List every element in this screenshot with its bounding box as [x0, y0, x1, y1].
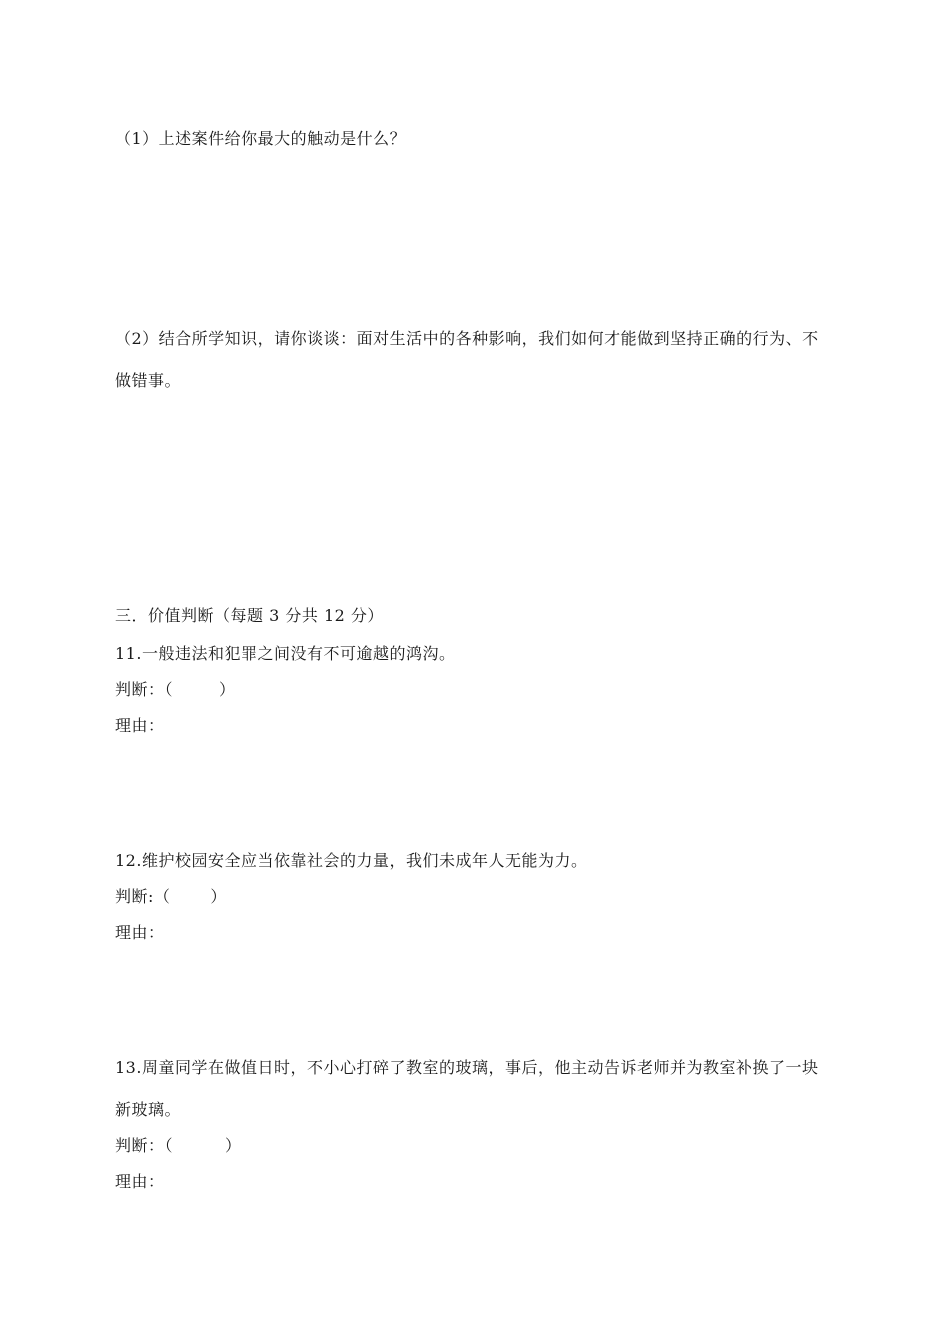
question-2-line-1: （2）结合所学知识，请你谈谈：面对生活中的各种影响，我们如何才能做到坚持正确的行为、不 [115, 329, 819, 348]
question-2-line-2: 做错事。 [115, 371, 182, 390]
judge-close: ） [210, 887, 227, 906]
judge-close: ） [225, 1136, 242, 1155]
item-13-reason-label: 理由： [115, 1172, 165, 1191]
judge-close: ） [219, 680, 236, 699]
judge-label: 判断：（ [115, 680, 174, 699]
item-13-statement-line-1: 13.周童同学在做值日时，不小心打碎了教室的玻璃，事后，他主动告诉老师并为教室补换了一块 [115, 1058, 819, 1077]
item-12-judgement [115, 886, 227, 908]
item-12-statement: 12.维护校园安全应当依靠社会的力量，我们未成年人无能为力。 [115, 851, 588, 870]
item-13-judgement [115, 1135, 242, 1157]
judge-label: 判断：（ [115, 1136, 174, 1155]
question-1: （1）上述案件给你最大的触动是什么？ [115, 129, 407, 148]
item-13-statement-line-2: 新玻璃。 [115, 1100, 182, 1119]
item-11-judgement [115, 679, 236, 701]
item-12-reason-label: 理由： [115, 923, 165, 942]
item-11-statement: 11.一般违法和犯罪之间没有不可逾越的鸿沟。 [115, 644, 456, 663]
section-3-heading: 三．价值判断（每题 3 分共 12 分） [115, 606, 384, 625]
judge-label: 判断:（ [115, 887, 171, 906]
item-11-reason-label: 理由： [115, 716, 165, 735]
